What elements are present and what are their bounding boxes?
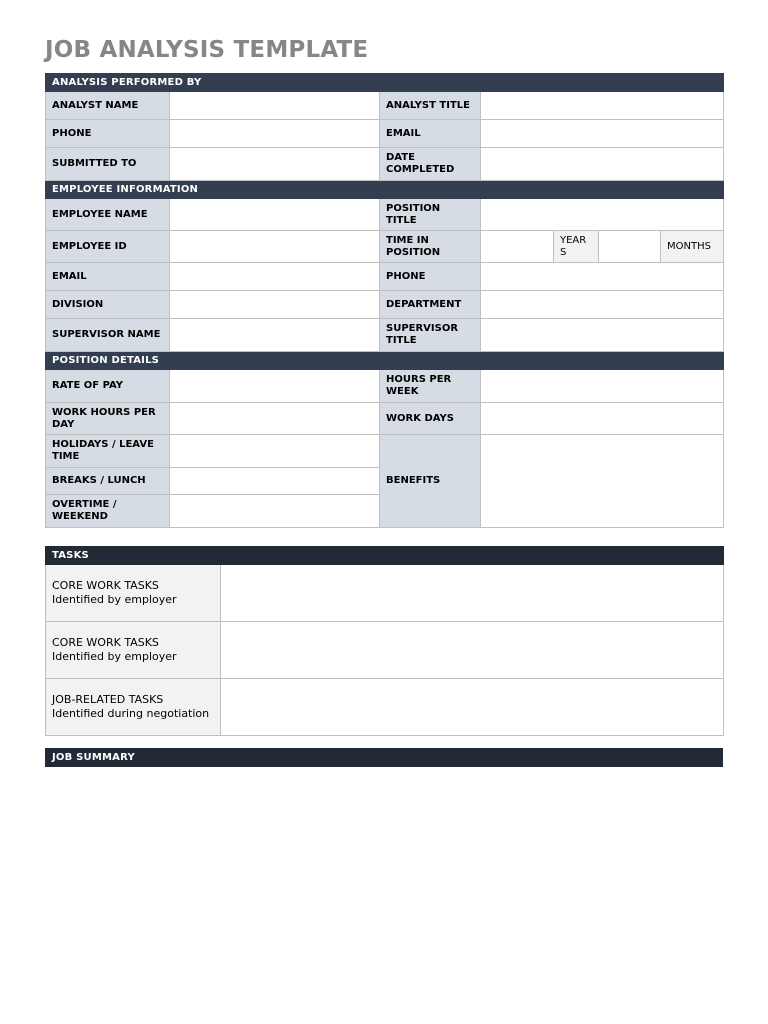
task-title: JOB-RELATED TASKS — [52, 693, 164, 706]
job-analysis-form — [45, 73, 724, 528]
department-field[interactable] — [481, 291, 724, 319]
division-label: DIVISION — [46, 291, 170, 319]
department-label: DEPARTMENT — [380, 291, 481, 319]
overtime-field[interactable] — [170, 495, 380, 528]
section-employee-header — [46, 181, 724, 199]
task-row — [46, 622, 724, 679]
section-analysis-title: ANALYSIS PERFORMED BY — [46, 74, 724, 92]
work-hours-per-day-field[interactable] — [170, 403, 380, 435]
task-field[interactable] — [221, 679, 724, 736]
position-title-field[interactable] — [481, 199, 724, 231]
employee-id-field[interactable] — [170, 231, 380, 263]
employee-email-field[interactable] — [170, 263, 380, 291]
rate-of-pay-label: RATE OF PAY — [46, 370, 170, 403]
email-field[interactable] — [481, 120, 724, 148]
employee-id-label: EMPLOYEE ID — [46, 231, 170, 263]
submitted-to-field[interactable] — [170, 148, 380, 181]
time-in-position-label: TIME IN POSITION — [380, 231, 481, 263]
hours-per-week-field[interactable] — [481, 370, 724, 403]
years-label: YEARS — [554, 231, 599, 263]
task-title: CORE WORK TASKS — [52, 636, 159, 649]
breaks-label: BREAKS / LUNCH — [46, 468, 170, 495]
section-analysis-header — [46, 74, 724, 92]
breaks-field[interactable] — [170, 468, 380, 495]
tasks-table — [45, 546, 724, 736]
benefits-label: BENEFITS — [380, 435, 481, 528]
section-summary-title: JOB SUMMARY — [46, 749, 723, 767]
analyst-title-label: ANALYST TITLE — [380, 92, 481, 120]
holidays-field[interactable] — [170, 435, 380, 468]
months-label: MONTHS — [661, 231, 724, 263]
date-completed-field[interactable] — [481, 148, 724, 181]
task-field[interactable] — [221, 622, 724, 679]
work-days-field[interactable] — [481, 403, 724, 435]
months-field[interactable] — [599, 231, 661, 263]
task-label — [46, 565, 221, 622]
section-summary-header — [46, 749, 723, 767]
section-position-header — [46, 352, 724, 370]
holidays-label: HOLIDAYS / LEAVE TIME — [46, 435, 170, 468]
employee-email-label: EMAIL — [46, 263, 170, 291]
work-hours-per-day-label: WORK HOURS PER DAY — [46, 403, 170, 435]
supervisor-name-label: SUPERVISOR NAME — [46, 319, 170, 352]
benefits-field[interactable] — [481, 435, 724, 528]
task-subtitle: Identified during negotiation — [52, 707, 210, 720]
rate-of-pay-field[interactable] — [170, 370, 380, 403]
phone-label: PHONE — [46, 120, 170, 148]
years-field[interactable] — [481, 231, 554, 263]
work-days-label: WORK DAYS — [380, 403, 481, 435]
overtime-label: OVERTIME / WEEKEND — [46, 495, 170, 528]
submitted-to-label: SUBMITTED TO — [46, 148, 170, 181]
job-summary-table — [45, 748, 723, 767]
phone-field[interactable] — [170, 120, 380, 148]
email-label: EMAIL — [380, 120, 481, 148]
analyst-name-field[interactable] — [170, 92, 380, 120]
section-employee-title: EMPLOYEE INFORMATION — [46, 181, 724, 199]
task-label — [46, 679, 221, 736]
employee-phone-label: PHONE — [380, 263, 481, 291]
task-row — [46, 679, 724, 736]
hours-per-week-label: HOURS PER WEEK — [380, 370, 481, 403]
task-subtitle: Identified by employer — [52, 593, 177, 606]
section-tasks-header — [46, 547, 724, 565]
employee-name-field[interactable] — [170, 199, 380, 231]
task-label — [46, 622, 221, 679]
section-tasks-title: TASKS — [46, 547, 724, 565]
date-completed-label: DATE COMPLETED — [380, 148, 481, 181]
analyst-title-field[interactable] — [481, 92, 724, 120]
analyst-name-label: ANALYST NAME — [46, 92, 170, 120]
task-row — [46, 565, 724, 622]
page-title: JOB ANALYSIS TEMPLATE — [45, 37, 369, 63]
position-title-label: POSITION TITLE — [380, 199, 481, 231]
division-field[interactable] — [170, 291, 380, 319]
task-title: CORE WORK TASKS — [52, 579, 159, 592]
supervisor-title-field[interactable] — [481, 319, 724, 352]
supervisor-name-field[interactable] — [170, 319, 380, 352]
employee-name-label: EMPLOYEE NAME — [46, 199, 170, 231]
task-subtitle: Identified by employer — [52, 650, 177, 663]
supervisor-title-label: SUPERVISOR TITLE — [380, 319, 481, 352]
task-field[interactable] — [221, 565, 724, 622]
section-position-title: POSITION DETAILS — [46, 352, 724, 370]
employee-phone-field[interactable] — [481, 263, 724, 291]
